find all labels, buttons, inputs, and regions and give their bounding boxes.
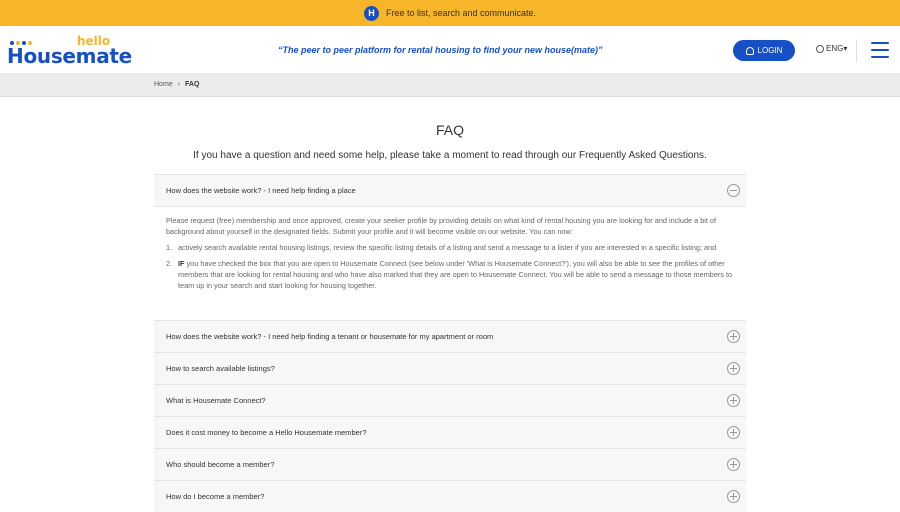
- minus-circle-icon[interactable]: [727, 184, 740, 197]
- announcement-text: Free to list, search and communicate.: [385, 8, 537, 18]
- faq-question[interactable]: [154, 416, 746, 448]
- plus-circle-icon[interactable]: [727, 490, 740, 503]
- faq-answer-intro: Please request (free) membership and once approved, create your seeker profile by providing details on what kind of rental housing you are looking for and include a bit of background about yourself in the designated fields. Submit your profile and it will become visible on our website. You can now:: [166, 216, 717, 236]
- hamburger-menu-icon[interactable]: [871, 42, 889, 58]
- plus-circle-icon[interactable]: [727, 426, 740, 439]
- login-button[interactable]: [733, 40, 795, 61]
- globe-icon: [816, 45, 824, 53]
- breadcrumb-separator: ›: [177, 81, 181, 88]
- person-icon: [746, 47, 754, 55]
- plus-circle-icon[interactable]: [727, 362, 740, 375]
- list-number: 2.: [166, 259, 173, 268]
- faq-question[interactable]: [154, 480, 746, 512]
- language-selector[interactable]: [816, 44, 847, 53]
- language-label: ENG▾: [826, 44, 848, 53]
- tagline: “The peer to peer platform for rental housing to find your new house(mate)”: [278, 45, 603, 55]
- plus-circle-icon[interactable]: [727, 394, 740, 407]
- plus-circle-icon[interactable]: [727, 458, 740, 471]
- logo-name-text: Housemate: [7, 44, 132, 68]
- announcement-bar: [0, 0, 900, 26]
- faq-question[interactable]: [154, 384, 746, 416]
- h-logo-icon: H: [364, 6, 379, 21]
- breadcrumb-bar: [0, 74, 900, 97]
- faq-question-text: How does the website work? - I need help finding a place: [166, 186, 356, 195]
- plus-circle-icon[interactable]: [727, 330, 740, 343]
- faq-question[interactable]: [154, 320, 746, 352]
- faq-answer-list: [166, 242, 734, 291]
- faq-question-open[interactable]: [154, 174, 746, 206]
- list-text: IF you have checked the box that you are open to Housemate Connect (see below under 'What is Housemate Connect?'), you will also be able to see the profiles of other members that are looking for rental housing and who have also marked that they are open to Housemate Connect. You will be able to send a message to those members to team up in your search and start looking for housing together.: [178, 259, 733, 290]
- page-title: FAQ: [435, 122, 464, 138]
- faq-question-text: How does the website work? - I need help finding a tenant or housemate for my apartment or room: [166, 332, 494, 341]
- faq-question[interactable]: [154, 448, 746, 480]
- faq-question-text: How to search available listings?: [166, 364, 275, 373]
- faq-question-text: Who should become a member?: [166, 460, 275, 469]
- site-logo[interactable]: [7, 36, 133, 66]
- login-label: LOGIN: [757, 46, 783, 55]
- list-text: actively search available rental housing listings, review the specific listing details of a listing and send a message to a lister if you are interested in a specific listing; and: [178, 243, 717, 252]
- faq-question-text: Does it cost money to become a Hello Housemate member?: [166, 428, 367, 437]
- breadcrumb: [154, 81, 199, 88]
- logo-hello-text: hello: [77, 34, 111, 48]
- faq-question[interactable]: [154, 352, 746, 384]
- breadcrumb-current: FAQ: [185, 81, 200, 88]
- list-number: 1.: [166, 243, 173, 252]
- header-divider: [856, 40, 857, 62]
- faq-answer-item: [166, 242, 734, 253]
- faq-accordion: [154, 174, 746, 512]
- faq-answer: [154, 206, 746, 320]
- site-header: [0, 26, 900, 74]
- faq-question-text: How do I become a member?: [166, 492, 265, 501]
- faq-answer-item: [166, 258, 734, 291]
- breadcrumb-home[interactable]: Home: [154, 81, 173, 88]
- page-intro: If you have a question and need some help, please take a moment to read through our Frequently Asked Questions.: [193, 150, 707, 161]
- faq-question-text: What is Housemate Connect?: [166, 396, 266, 405]
